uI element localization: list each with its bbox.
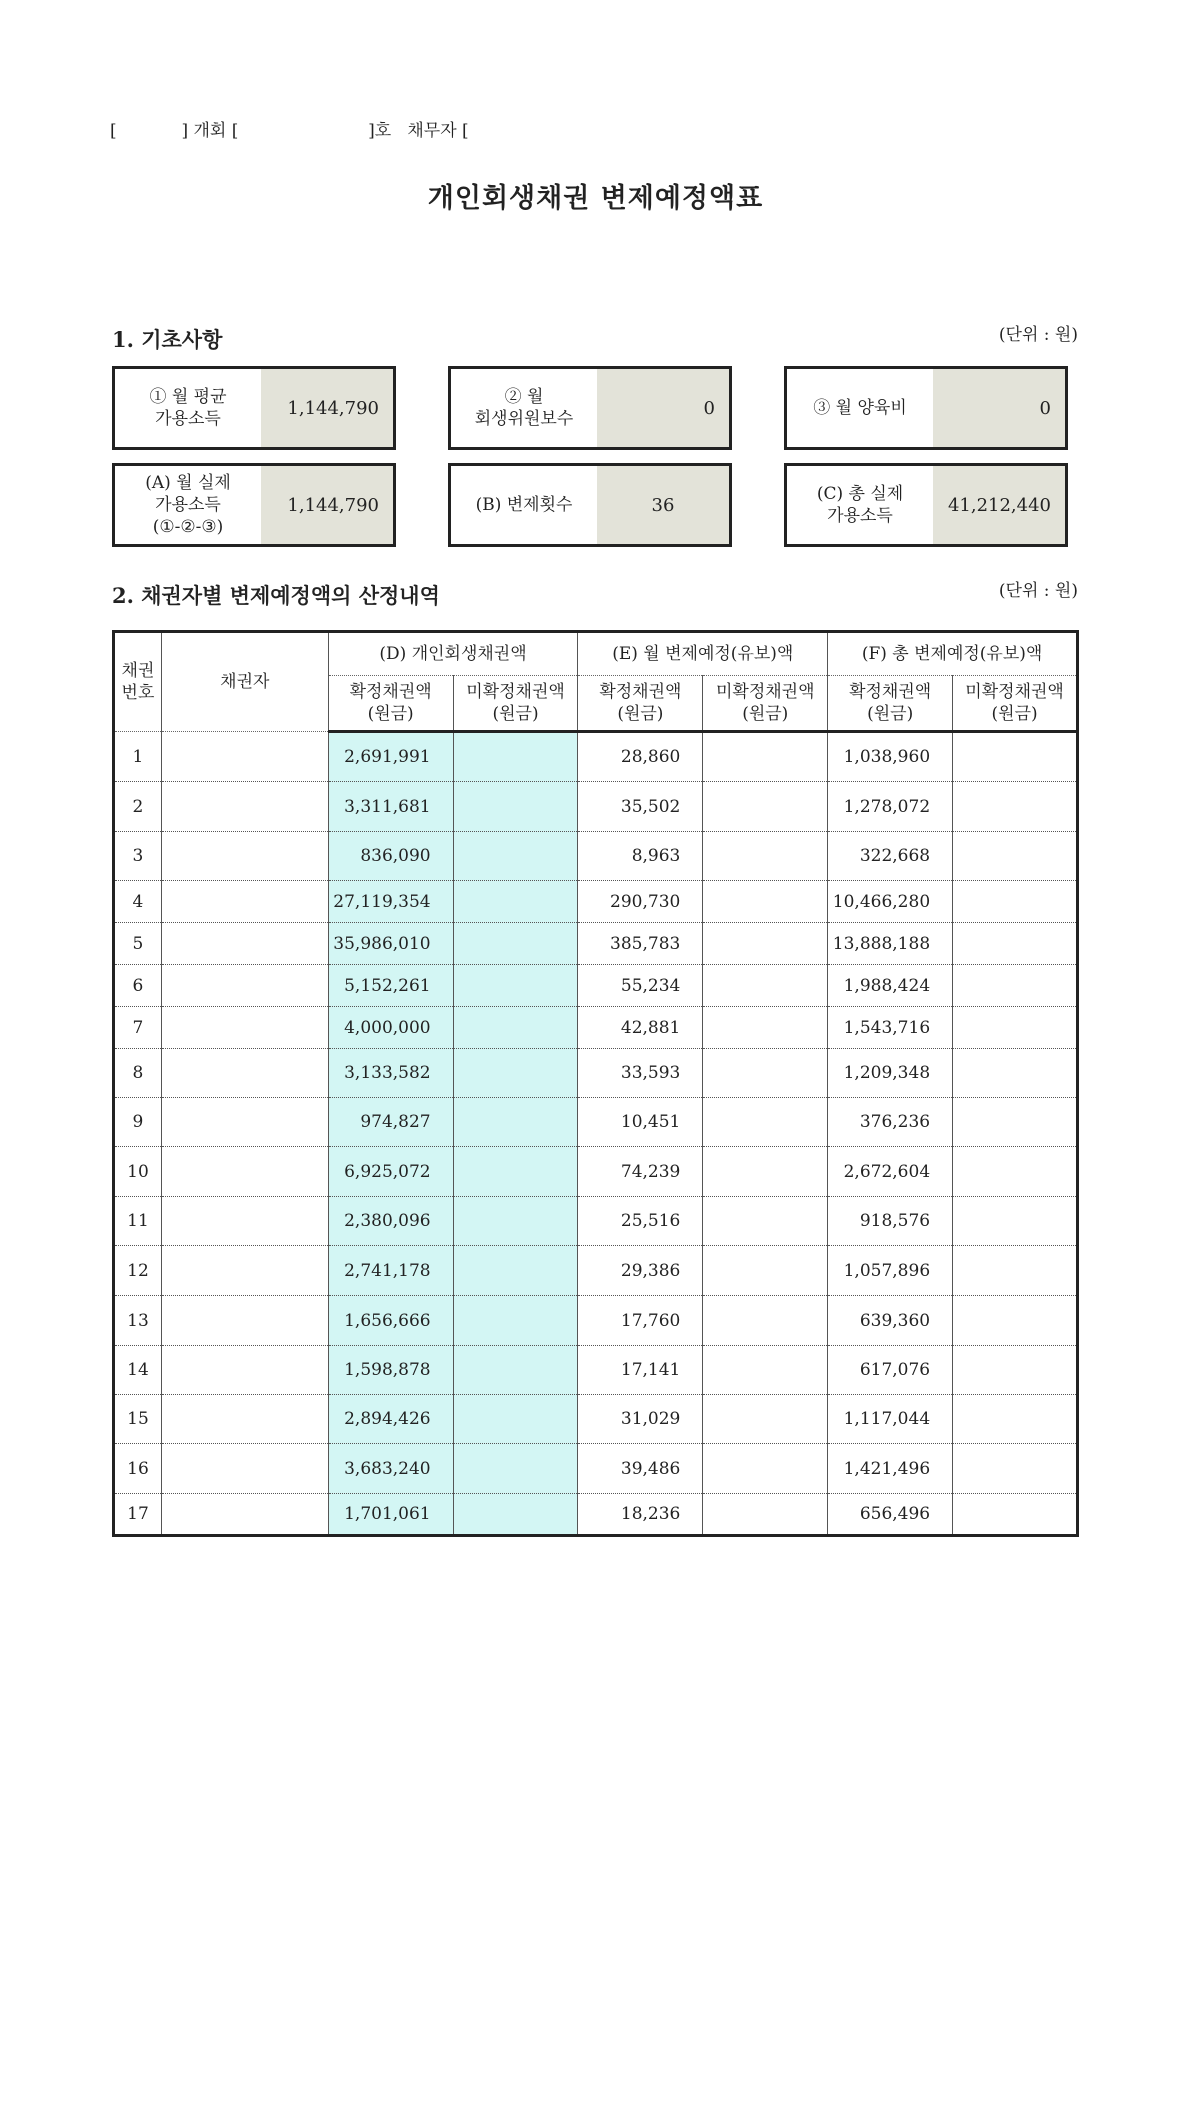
section1-unit: (단위 : 원): [998, 325, 1078, 345]
d-confirmed-cell: 3,683,240: [328, 1444, 453, 1494]
box-value: 1,144,790: [261, 466, 393, 544]
creditor-no-cell: 4: [114, 881, 162, 923]
header-e-unconfirmed: 미확정채권액 (원금): [703, 676, 828, 732]
creditor-name-cell: [161, 923, 328, 965]
e-confirmed-cell: 25,516: [578, 1197, 703, 1246]
d-unconfirmed-cell: [453, 923, 578, 965]
e-unconfirmed-cell: [703, 1444, 828, 1494]
f-unconfirmed-cell: [953, 1197, 1078, 1246]
f-unconfirmed-cell: [953, 732, 1078, 782]
table-row: [114, 923, 1078, 965]
f-confirmed-cell: 639,360: [828, 1296, 953, 1346]
d-confirmed-cell: 27,119,354: [328, 881, 453, 923]
creditor-no-cell: 1: [114, 732, 162, 782]
creditor-no-cell: 8: [114, 1049, 162, 1098]
creditor-name-cell: [161, 1007, 328, 1049]
e-confirmed-cell: 39,486: [578, 1444, 703, 1494]
d-unconfirmed-cell: [453, 1494, 578, 1536]
d-confirmed-cell: 2,894,426: [328, 1395, 453, 1444]
section2-unit: (단위 : 원): [998, 581, 1078, 601]
header-group-f: (F) 총 변제예정(유보)액: [828, 632, 1078, 676]
table-row: [114, 832, 1078, 881]
creditor-no-cell: 12: [114, 1246, 162, 1296]
box-label: (C) 총 실제 가용소득: [816, 483, 904, 526]
d-confirmed-cell: 6,925,072: [328, 1147, 453, 1197]
creditor-name-cell: [161, 1098, 328, 1147]
e-confirmed-cell: 31,029: [578, 1395, 703, 1444]
e-confirmed-cell: 290,730: [578, 881, 703, 923]
f-unconfirmed-cell: [953, 1049, 1078, 1098]
box-monthly-avg-income: [112, 366, 396, 450]
d-confirmed-cell: 2,741,178: [328, 1246, 453, 1296]
f-unconfirmed-cell: [953, 1346, 1078, 1395]
table-row: [114, 782, 1078, 832]
d-unconfirmed-cell: [453, 732, 578, 782]
d-unconfirmed-cell: [453, 881, 578, 923]
table-row: [114, 1098, 1078, 1147]
header-d-confirmed: 확정채권액 (원금): [328, 676, 453, 732]
creditor-name-cell: [161, 1049, 328, 1098]
d-unconfirmed-cell: [453, 1395, 578, 1444]
box-label: ① 월 평균 가용소득: [149, 386, 227, 429]
box-repayment-count: [448, 463, 732, 547]
d-confirmed-cell: 3,311,681: [328, 782, 453, 832]
creditor-no-cell: 2: [114, 782, 162, 832]
creditor-no-cell: 16: [114, 1444, 162, 1494]
d-confirmed-cell: 5,152,261: [328, 965, 453, 1007]
e-confirmed-cell: 33,593: [578, 1049, 703, 1098]
e-unconfirmed-cell: [703, 1296, 828, 1346]
e-confirmed-cell: 385,783: [578, 923, 703, 965]
d-confirmed-cell: 2,691,991: [328, 732, 453, 782]
header-d-unconfirmed: 미확정채권액 (원금): [453, 676, 578, 732]
e-unconfirmed-cell: [703, 832, 828, 881]
e-confirmed-cell: 55,234: [578, 965, 703, 1007]
d-unconfirmed-cell: [453, 1246, 578, 1296]
d-unconfirmed-cell: [453, 1346, 578, 1395]
table-row: [114, 1296, 1078, 1346]
d-confirmed-cell: 4,000,000: [328, 1007, 453, 1049]
header-group-e: (E) 월 변제예정(유보)액: [578, 632, 828, 676]
d-unconfirmed-cell: [453, 1147, 578, 1197]
f-unconfirmed-cell: [953, 1296, 1078, 1346]
e-unconfirmed-cell: [703, 1098, 828, 1147]
box-value: 36: [597, 466, 729, 544]
page-title: 개인회생채권 변제예정액표: [427, 183, 764, 214]
f-confirmed-cell: 1,209,348: [828, 1049, 953, 1098]
f-unconfirmed-cell: [953, 923, 1078, 965]
e-confirmed-cell: 28,860: [578, 732, 703, 782]
header-group-d: (D) 개인회생채권액: [328, 632, 578, 676]
f-unconfirmed-cell: [953, 1007, 1078, 1049]
creditor-name-cell: [161, 1246, 328, 1296]
e-unconfirmed-cell: [703, 1494, 828, 1536]
e-unconfirmed-cell: [703, 1197, 828, 1246]
f-unconfirmed-cell: [953, 832, 1078, 881]
creditor-name-cell: [161, 1296, 328, 1346]
e-unconfirmed-cell: [703, 965, 828, 1007]
d-confirmed-cell: 3,133,582: [328, 1049, 453, 1098]
e-confirmed-cell: 74,239: [578, 1147, 703, 1197]
creditor-no-cell: 9: [114, 1098, 162, 1147]
box-label: (A) 월 실제 가용소득 (①-②-③): [145, 472, 231, 538]
table-row: [114, 1147, 1078, 1197]
creditor-name-cell: [161, 782, 328, 832]
table-row: [114, 1049, 1078, 1098]
box-label: ③ 월 양육비: [813, 397, 907, 418]
e-unconfirmed-cell: [703, 881, 828, 923]
d-confirmed-cell: 1,701,061: [328, 1494, 453, 1536]
creditor-no-cell: 6: [114, 965, 162, 1007]
box-value: 41,212,440: [933, 466, 1065, 544]
box-value: 1,144,790: [261, 369, 393, 447]
f-confirmed-cell: 10,466,280: [828, 881, 953, 923]
d-confirmed-cell: 836,090: [328, 832, 453, 881]
f-unconfirmed-cell: [953, 1395, 1078, 1444]
table-row: [114, 965, 1078, 1007]
creditor-no-cell: 15: [114, 1395, 162, 1444]
f-unconfirmed-cell: [953, 1494, 1078, 1536]
creditor-no-cell: 11: [114, 1197, 162, 1246]
table-row: [114, 1494, 1078, 1536]
e-confirmed-cell: 42,881: [578, 1007, 703, 1049]
creditor-repayment-table: [112, 630, 1079, 1537]
creditor-no-cell: 10: [114, 1147, 162, 1197]
f-confirmed-cell: 2,672,604: [828, 1147, 953, 1197]
d-unconfirmed-cell: [453, 1049, 578, 1098]
e-unconfirmed-cell: [703, 1007, 828, 1049]
creditor-name-cell: [161, 881, 328, 923]
e-unconfirmed-cell: [703, 1049, 828, 1098]
creditor-name-cell: [161, 1494, 328, 1536]
box-value: 0: [933, 369, 1065, 447]
creditor-name-cell: [161, 965, 328, 1007]
table-row: [114, 732, 1078, 782]
e-unconfirmed-cell: [703, 782, 828, 832]
f-unconfirmed-cell: [953, 965, 1078, 1007]
header-e-confirmed: 확정채권액 (원금): [578, 676, 703, 732]
f-unconfirmed-cell: [953, 1098, 1078, 1147]
d-unconfirmed-cell: [453, 1296, 578, 1346]
table-row: [114, 1346, 1078, 1395]
e-confirmed-cell: 29,386: [578, 1246, 703, 1296]
table-row: [114, 1444, 1078, 1494]
table-row: [114, 1197, 1078, 1246]
box-value: 0: [597, 369, 729, 447]
e-confirmed-cell: 8,963: [578, 832, 703, 881]
header-creditor: 채권자: [161, 632, 328, 732]
e-unconfirmed-cell: [703, 923, 828, 965]
case-header-line: [ ] 개회 [ ]호 채무자 [: [110, 121, 469, 141]
d-confirmed-cell: 35,986,010: [328, 923, 453, 965]
f-unconfirmed-cell: [953, 782, 1078, 832]
f-unconfirmed-cell: [953, 1246, 1078, 1296]
box-actual-monthly-income: [112, 463, 396, 547]
d-confirmed-cell: 974,827: [328, 1098, 453, 1147]
e-confirmed-cell: 17,760: [578, 1296, 703, 1346]
f-confirmed-cell: 1,421,496: [828, 1444, 953, 1494]
table-body: [114, 732, 1078, 1536]
f-confirmed-cell: 1,057,896: [828, 1246, 953, 1296]
e-unconfirmed-cell: [703, 1395, 828, 1444]
creditor-name-cell: [161, 1147, 328, 1197]
d-unconfirmed-cell: [453, 965, 578, 1007]
d-unconfirmed-cell: [453, 1444, 578, 1494]
f-confirmed-cell: 376,236: [828, 1098, 953, 1147]
table-row: [114, 881, 1078, 923]
creditor-no-cell: 13: [114, 1296, 162, 1346]
section2-title: 2. 채권자별 변제예정액의 산정내역: [112, 583, 440, 608]
creditor-name-cell: [161, 832, 328, 881]
f-confirmed-cell: 1,543,716: [828, 1007, 953, 1049]
header-f-confirmed: 확정채권액 (원금): [828, 676, 953, 732]
creditor-no-cell: 5: [114, 923, 162, 965]
table-row: [114, 1007, 1078, 1049]
section1-title: 1. 기초사항: [112, 327, 223, 352]
f-confirmed-cell: 1,988,424: [828, 965, 953, 1007]
header-creditor-no: 채권 번호: [114, 632, 162, 732]
box-trustee-fee: [448, 366, 732, 450]
box-label: (B) 변제횟수: [475, 494, 573, 515]
d-unconfirmed-cell: [453, 782, 578, 832]
box-total-actual-income: [784, 463, 1068, 547]
creditor-name-cell: [161, 1346, 328, 1395]
e-confirmed-cell: 35,502: [578, 782, 703, 832]
table-row: [114, 1395, 1078, 1444]
box-child-support: [784, 366, 1068, 450]
table-row: [114, 1246, 1078, 1296]
box-label: ② 월 회생위원보수: [474, 386, 574, 429]
creditor-no-cell: 17: [114, 1494, 162, 1536]
d-unconfirmed-cell: [453, 1098, 578, 1147]
e-unconfirmed-cell: [703, 1147, 828, 1197]
f-confirmed-cell: 656,496: [828, 1494, 953, 1536]
creditor-name-cell: [161, 1444, 328, 1494]
creditor-name-cell: [161, 1395, 328, 1444]
f-confirmed-cell: 13,888,188: [828, 923, 953, 965]
f-unconfirmed-cell: [953, 1444, 1078, 1494]
creditor-name-cell: [161, 1197, 328, 1246]
d-confirmed-cell: 1,656,666: [328, 1296, 453, 1346]
creditor-no-cell: 7: [114, 1007, 162, 1049]
f-confirmed-cell: 1,117,044: [828, 1395, 953, 1444]
d-unconfirmed-cell: [453, 1197, 578, 1246]
d-unconfirmed-cell: [453, 1007, 578, 1049]
e-confirmed-cell: 17,141: [578, 1346, 703, 1395]
creditor-no-cell: 14: [114, 1346, 162, 1395]
e-unconfirmed-cell: [703, 1246, 828, 1296]
f-unconfirmed-cell: [953, 881, 1078, 923]
f-confirmed-cell: 1,038,960: [828, 732, 953, 782]
f-confirmed-cell: 322,668: [828, 832, 953, 881]
header-f-unconfirmed: 미확정채권액 (원금): [953, 676, 1078, 732]
d-confirmed-cell: 2,380,096: [328, 1197, 453, 1246]
e-confirmed-cell: 10,451: [578, 1098, 703, 1147]
f-confirmed-cell: 918,576: [828, 1197, 953, 1246]
f-confirmed-cell: 617,076: [828, 1346, 953, 1395]
e-unconfirmed-cell: [703, 1346, 828, 1395]
f-confirmed-cell: 1,278,072: [828, 782, 953, 832]
creditor-name-cell: [161, 732, 328, 782]
d-confirmed-cell: 1,598,878: [328, 1346, 453, 1395]
d-unconfirmed-cell: [453, 832, 578, 881]
creditor-no-cell: 3: [114, 832, 162, 881]
f-unconfirmed-cell: [953, 1147, 1078, 1197]
e-unconfirmed-cell: [703, 732, 828, 782]
e-confirmed-cell: 18,236: [578, 1494, 703, 1536]
